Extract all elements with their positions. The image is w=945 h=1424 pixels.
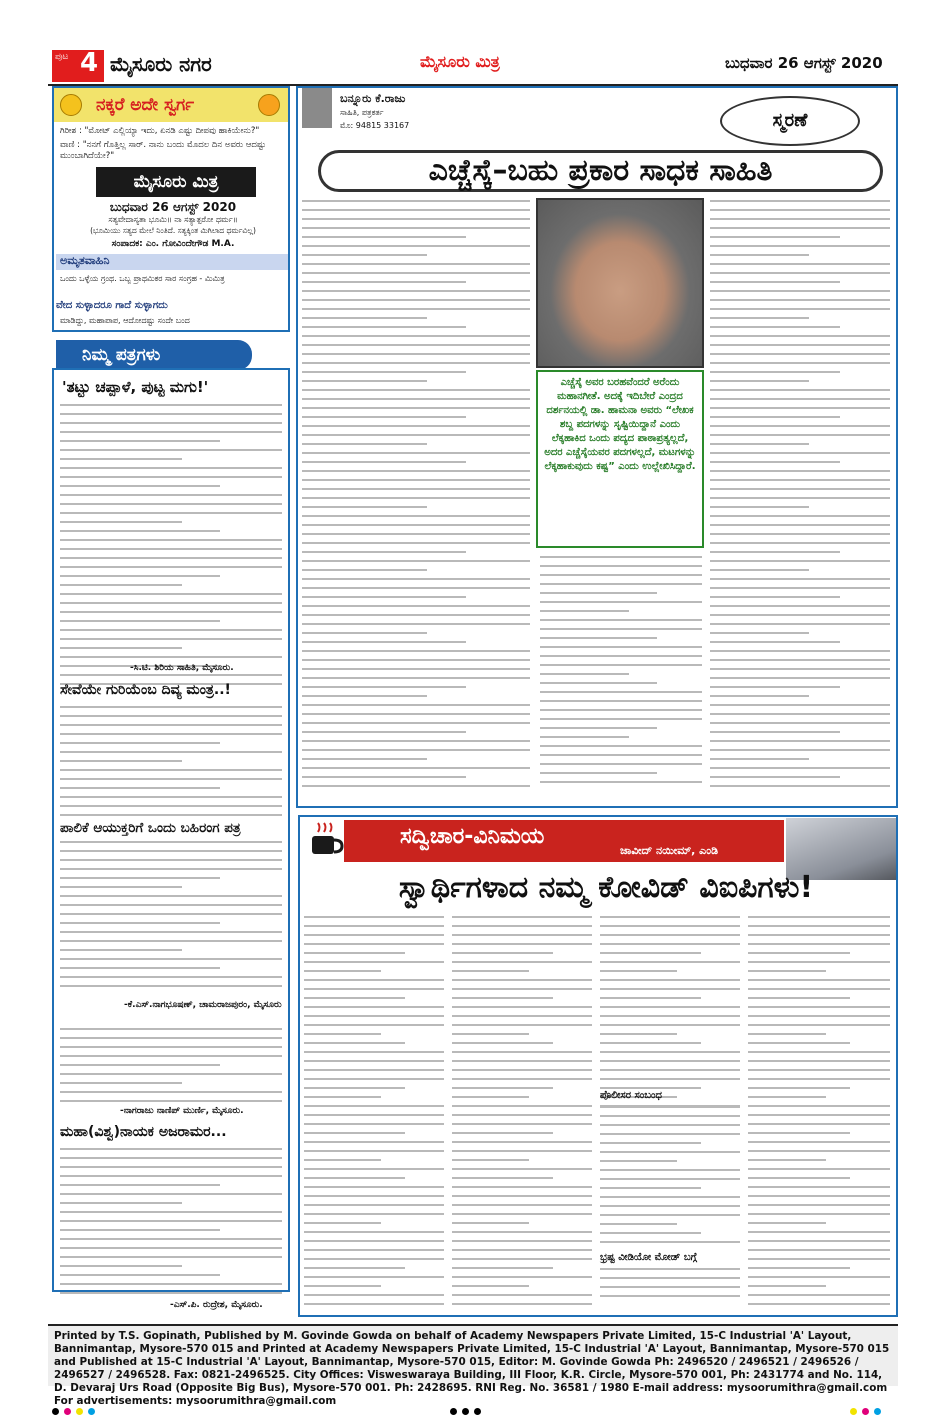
cartoon-face-icon bbox=[258, 94, 280, 116]
laughing-face-icon bbox=[60, 94, 82, 116]
page-number: 4 bbox=[80, 48, 99, 78]
amrita-title: ಅಮೃತವಾಹಿನಿ bbox=[56, 254, 288, 270]
article-col-3 bbox=[710, 200, 890, 800]
article-col-2b bbox=[540, 556, 702, 800]
letter-3-title: ಪಾಲಿಕೆ ಆಯುಕ್ತರಿಗೆ ಒಂದು ಬಹಿರಂಗ ಪತ್ರ bbox=[60, 820, 284, 836]
opinion-col-1 bbox=[304, 916, 444, 1312]
author-role: ಸಾಹಿತಿ, ಪತ್ರಕರ್ತ bbox=[340, 108, 384, 117]
opinion-subhead-1: ಪೊಲೀಸರ ಸಂಬಂಧ bbox=[600, 1090, 662, 1101]
opinion-subhead-2: ಭ್ರಷ್ಟ ವೀಡಿಯೋ ಮೋಡ್ ಬಗ್ಗೆ bbox=[600, 1252, 697, 1263]
author-phone: ಮೊ: 94815 33167 bbox=[340, 121, 410, 130]
mast-date: ಬುಧವಾರ 26 ಆಗಸ್ಟ್ 2020 bbox=[109, 200, 237, 214]
letter-4-title: ಮಹಾ(ವಿಶ್ವ)ನಾಯಕ ಅಜರಾಮರ... bbox=[60, 1124, 227, 1140]
letter-1-signature: -ಸಿ.ಟಿ. ಶಿರಿಯ ಸಾಹಿತಿ, ಮೈಸೂರು. bbox=[130, 663, 234, 673]
letter-4-body bbox=[60, 1148, 282, 1298]
opinion-author: ಜಾವೀದ್ ನಯೀಮ್, ಎಂಡಿ bbox=[620, 844, 719, 857]
opinion-col-3c bbox=[600, 1268, 740, 1312]
issue-date: ಬುಧವಾರ 26 ಆಗಸ್ಟ್ 2020 bbox=[725, 54, 883, 72]
amrita-text: ಒಂದು ಒಳ್ಳೆಯ ಗ್ರಂಥ. ಒಬ್ಬ ಪ್ರಾಥಮಿಕರ ಸಾರ ಸಂಗ್ರಹ - ಮಿಮಿತ್ರ bbox=[60, 274, 225, 283]
section-title: ಮೈಸೂರು ನಗರ bbox=[110, 52, 212, 76]
opinion-col-3b bbox=[600, 1106, 740, 1256]
coffee-cup-icon bbox=[306, 820, 346, 860]
motto: ಸತ್ಯವೇದಾಸ್ಯತಾ ಭೂಮಿ॥ ನಾ ಸತ್ಯಾತ್ಪರೋ ಧರ್ಮ॥ bbox=[108, 215, 238, 224]
article-headline: ಎಚ್ಚೆಸ್ಕೆ–ಬಹು ಪ್ರಕಾರ ಸಾಧಕ ಸಾಹಿತಿ bbox=[318, 150, 883, 192]
letters-banner: ನಿಮ್ಮ ಪತ್ರಗಳು bbox=[56, 340, 252, 370]
portrait-photo bbox=[536, 198, 704, 368]
author-photo bbox=[302, 88, 332, 128]
joke-title: ನಕ್ಕರೆ ಅದೇ ಸ್ವರ್ಗ bbox=[96, 95, 195, 115]
joke-line-1: ಗಿರೀಶ : "ಮೋಟ್ ಎಲ್ಲಿಯ್ಯಾ ಇದು, ಏನಡಿ ಎಷ್ಟು ದೀಪವು ಹಾಕಿಯೇನು?" bbox=[60, 126, 260, 136]
masthead-logo: ಮೈಸೂರು ಮಿತ್ರ bbox=[420, 52, 500, 71]
opinion-col-4 bbox=[748, 916, 890, 1312]
imprint-footer: Printed by T.S. Gopinath, Published by M. Govinde Gowda on behalf of Academy Newspapers Private Limited, 15-C Industrial 'A' Layout, Bannimantap, Mysore-570 015 and Printed at Academy Newspapers Private Limited, 15-C Industrial 'A' Layout, Bannimantap, Mysore-570 015 and Published at 15-C Industrial 'A' Layout, Bannimantap, Mysore-570 015, Editor: M. Govinde Gowda Ph: 2496520 / 2496521 / 2496526 / 2496527 / 2496528. Fax: 0821-2496525. City Offices: Visweswaraya Building, III Floor, K.R. Circle, Mysore-570 001, Ph: 2431774 and No. 114, D. Devaraj Urs Road (Opposite Big Bus), Mysore-570 001. Ph: 2428695. RNI Reg. No. 36581 / 1980 E-mail address: mysoorumithra@gmail.com For advertisements: mysoorumithra@gmail.com bbox=[48, 1324, 898, 1386]
letter-2-signature: -ಕೆ.ಎಸ್.ನಾಗಭೂಷಣ್, ಚಾಮರಾಜಪುರಂ, ಮೈಸೂರು bbox=[124, 1000, 282, 1010]
opinion-headline: ಸ್ವಾರ್ಥಿಗಳಾದ ನಮ್ಮ ಕೋವಿಡ್ ವಿಐಪಿಗಳು! bbox=[398, 870, 814, 905]
author-name: ಬನ್ನೂರು ಕೆ.ರಾಜು bbox=[340, 92, 406, 105]
letter-3-signature: -ನಾಗರಾಜು ನಾಣಿಪ್ ಮುರ್ಣಿ, ಮೈಸೂರು. bbox=[120, 1106, 244, 1116]
registration-dots-right bbox=[850, 1400, 886, 1419]
proverb-text: ಮಾಡಿದ್ದು, ಮಹಾಪಾಪ, ಆದೋದಷ್ಟು ಸಂದೇ ಬಂದ bbox=[60, 316, 190, 325]
letter-2-body bbox=[60, 706, 282, 996]
mast-logo: ಮೈಸೂರು ಮಿತ್ರ bbox=[96, 167, 256, 197]
motto-translation: (ಭೂಮಿಯು ಸತ್ಯದ ಮೇಲೆ ನಿಂತಿದೆ. ಸತ್ಯಕ್ಕಿಂತ ಮಿಗಿಲಾದ ಧರ್ಮವಿಲ್ಲ) bbox=[90, 226, 256, 235]
letter-4-signature: -ಎಸ್.ಪಿ. ರುದ್ರೇಶ, ಮೈಸೂರು. bbox=[170, 1300, 263, 1310]
opinion-title: ಸದ್ವಿಚಾರ-ವಿನಿಮಯ bbox=[400, 824, 545, 849]
registration-dots-left bbox=[52, 1400, 100, 1419]
joke-line-2: ವಾಣಿ : "ನನಗೆ ಗೊತ್ತಿಲ್ಲ ಸಾರ್. ನಾನು ಬಂದು ಮೊದಲ ದಿನ ಅವರು ಆದಷ್ಟು ಮುಂಬಾಗಿದೆಯೇ?" bbox=[60, 140, 266, 161]
proverb-title: ವೇದ ಸುಳ್ಳಾದರೂ ಗಾದೆ ಸುಳ್ಳಾಗದು bbox=[56, 300, 168, 311]
letter-1-title: 'ತಟ್ಟು ಚಪ್ಪಾಳೆ, ಪುಟ್ಟ ಮಗು!' bbox=[62, 378, 209, 396]
letter-2-title: ಸೇವೆಯೇ ಗುರಿಯೆಂಬ ದಿವ್ಯ ಮಂತ್ರ..! bbox=[60, 682, 231, 698]
editor-credit: ಸಂಪಾದಕ: ಎಂ. ಗೋವಿಂದೇಗೌಡ M.A. bbox=[111, 239, 235, 249]
letter-1-body bbox=[60, 404, 282, 704]
opinion-col-2 bbox=[452, 916, 592, 1312]
pull-quote: ಎಚ್ಚೆಸ್ಕೆ ಅವರ ಬರಹವೆಂದರೆ ಅರೆಂದು ಮಹಾನಗೀತೆ. ಅದಕ್ಕೆ ಇದಿಬೇರೆ ಎಂದ್ರದ ದರ್ಶನಯಲ್ಲಿ ಡಾ. ಹಾಮನಾ ಅವರು “ಲೇಖಕ ಶಬ್ದ ಪದಗಳನ್ನು ಸೃಷ್ಟಿಯಿದ್ದಾನೆ ಎಂದು ಲೆಕ್ಕಹಾಕಿದ ಒಂದು ಪದ್ಯದ ಪಾಠಾಪ್ರತ್ಯಲ್ಲದೆ, ಅದರ ಎಚ್ಚೆಸ್ಕೆಯವರ ಪದಗಳಲ್ಲದೆ, ಮಟಗಳನ್ನು ಲೆಕ್ಕಹಾಕುವುದು ಕಷ್ಟ” ಎಂದು ಉಲ್ಲೇಖಿಸಿದ್ದಾರೆ. bbox=[536, 370, 704, 548]
page-label: ಪುಟ bbox=[55, 52, 69, 62]
registration-dots-center bbox=[450, 1400, 486, 1419]
article-col-1 bbox=[302, 200, 530, 800]
column-tag: ಸ್ಮರಣೆ bbox=[720, 96, 860, 146]
letter-3-body bbox=[60, 1028, 282, 1108]
